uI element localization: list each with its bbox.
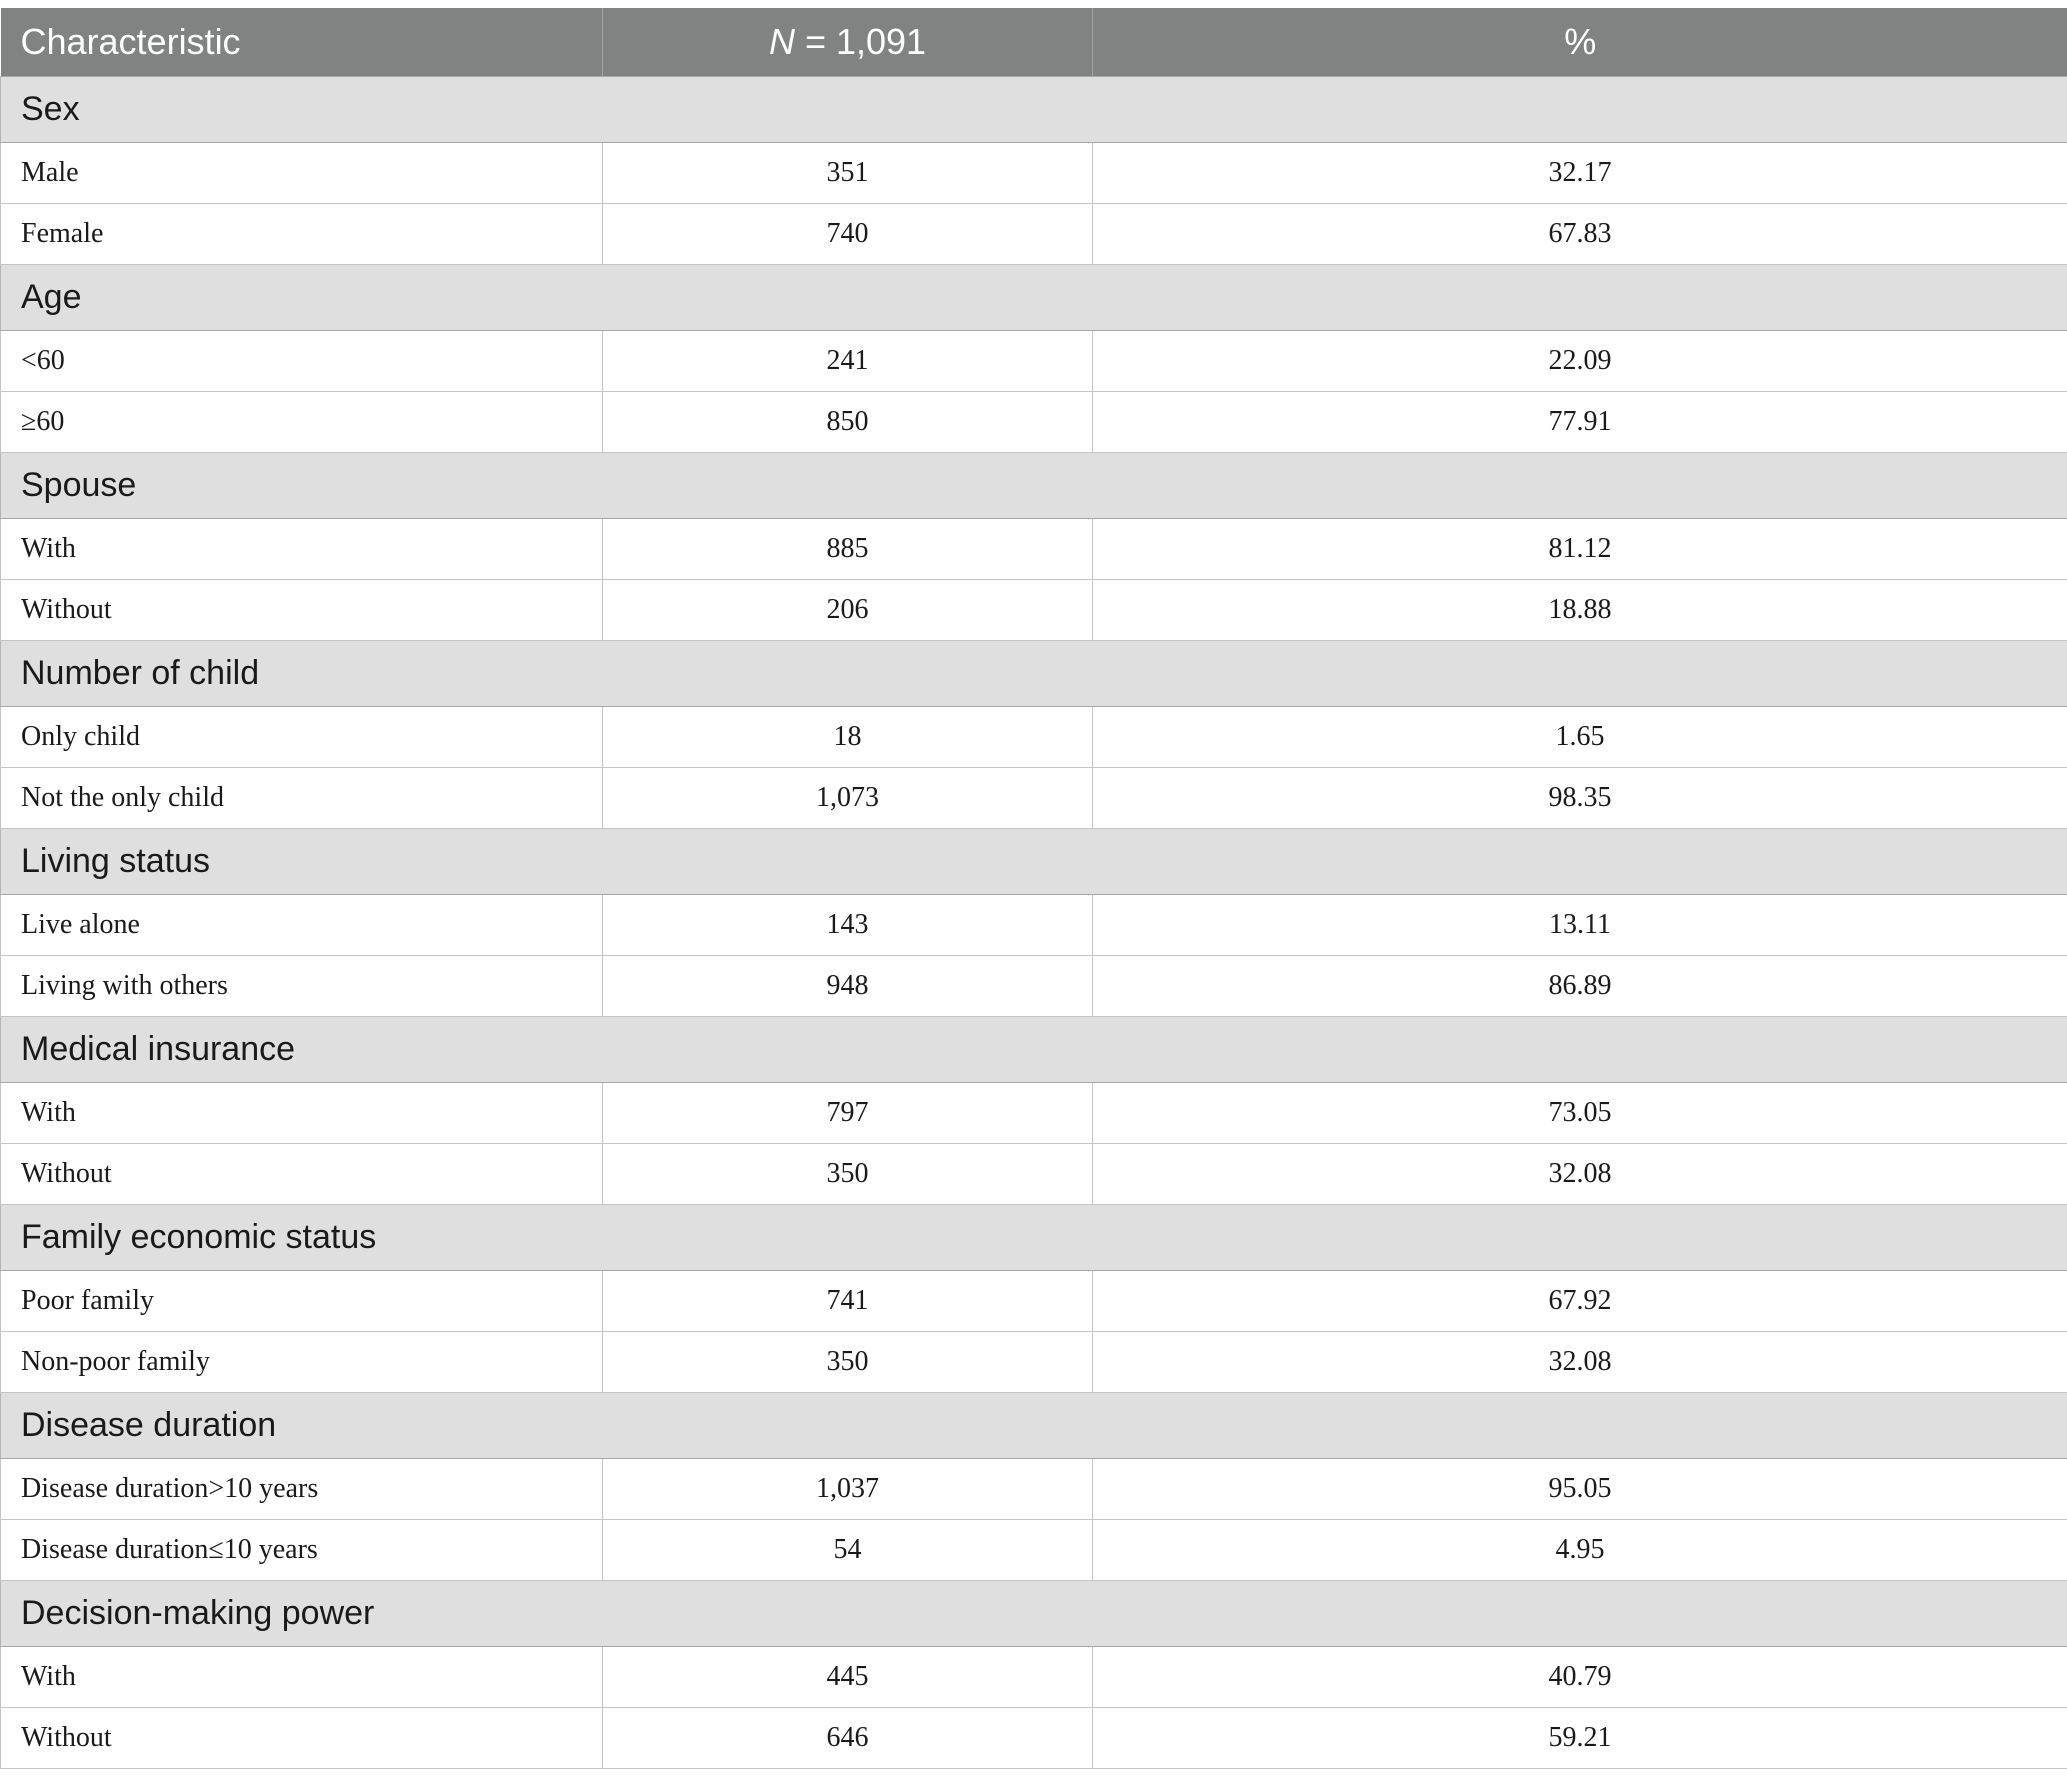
group-title: Decision-making power <box>1 1580 2067 1646</box>
row-percent: 73.05 <box>1093 1082 2067 1143</box>
group-title: Spouse <box>1 452 2067 518</box>
group-header-row <box>1 640 2067 706</box>
row-count: 18 <box>603 706 1093 767</box>
table-row <box>1 1143 2067 1204</box>
characteristics-table <box>0 8 2067 1769</box>
row-count: 1,037 <box>603 1458 1093 1519</box>
row-label: Male <box>1 142 603 203</box>
row-label: Living with others <box>1 955 603 1016</box>
row-label: ≥60 <box>1 391 603 452</box>
row-label: Female <box>1 203 603 264</box>
header-n <box>603 8 1093 76</box>
group-header-row <box>1 264 2067 330</box>
header-percent: % <box>1093 8 2067 76</box>
table-row <box>1 518 2067 579</box>
table-row <box>1 767 2067 828</box>
table-body <box>1 76 2067 1768</box>
table-row <box>1 391 2067 452</box>
header-characteristic: Characteristic <box>1 8 603 76</box>
table-row <box>1 203 2067 264</box>
row-count: 850 <box>603 391 1093 452</box>
row-count: 445 <box>603 1646 1093 1707</box>
group-title: Disease duration <box>1 1392 2067 1458</box>
header-n-value: = 1,091 <box>794 20 927 62</box>
table-header-row <box>1 8 2067 76</box>
row-percent: 98.35 <box>1093 767 2067 828</box>
table-row <box>1 1270 2067 1331</box>
row-label: Without <box>1 579 603 640</box>
row-percent: 18.88 <box>1093 579 2067 640</box>
row-percent: 32.17 <box>1093 142 2067 203</box>
row-label: Live alone <box>1 894 603 955</box>
table-row <box>1 894 2067 955</box>
table-row <box>1 706 2067 767</box>
row-label: Disease duration≤10 years <box>1 1519 603 1580</box>
row-percent: 4.95 <box>1093 1519 2067 1580</box>
group-header-row <box>1 1392 2067 1458</box>
characteristics-table-container <box>0 8 2067 1769</box>
table-row <box>1 142 2067 203</box>
row-count: 740 <box>603 203 1093 264</box>
row-label: With <box>1 518 603 579</box>
table-row <box>1 1707 2067 1768</box>
group-title: Medical insurance <box>1 1016 2067 1082</box>
row-percent: 67.92 <box>1093 1270 2067 1331</box>
row-count: 948 <box>603 955 1093 1016</box>
table-row <box>1 1646 2067 1707</box>
row-count: 54 <box>603 1519 1093 1580</box>
row-label: With <box>1 1082 603 1143</box>
row-count: 350 <box>603 1331 1093 1392</box>
group-title: Age <box>1 264 2067 330</box>
table-row <box>1 955 2067 1016</box>
row-label: With <box>1 1646 603 1707</box>
row-label: Non-poor family <box>1 1331 603 1392</box>
row-label: Disease duration>10 years <box>1 1458 603 1519</box>
row-count: 1,073 <box>603 767 1093 828</box>
row-percent: 59.21 <box>1093 1707 2067 1768</box>
table-row <box>1 579 2067 640</box>
row-percent: 40.79 <box>1093 1646 2067 1707</box>
row-percent: 22.09 <box>1093 330 2067 391</box>
row-percent: 67.83 <box>1093 203 2067 264</box>
row-percent: 32.08 <box>1093 1331 2067 1392</box>
group-header-row <box>1 1016 2067 1082</box>
group-header-row <box>1 1580 2067 1646</box>
row-label: Not the only child <box>1 767 603 828</box>
row-percent: 95.05 <box>1093 1458 2067 1519</box>
row-label: Without <box>1 1707 603 1768</box>
group-title: Living status <box>1 828 2067 894</box>
row-count: 646 <box>603 1707 1093 1768</box>
row-percent: 81.12 <box>1093 518 2067 579</box>
row-count: 797 <box>603 1082 1093 1143</box>
table-row <box>1 330 2067 391</box>
table-row <box>1 1519 2067 1580</box>
row-percent: 32.08 <box>1093 1143 2067 1204</box>
row-count: 351 <box>603 142 1093 203</box>
row-count: 885 <box>603 518 1093 579</box>
row-count: 143 <box>603 894 1093 955</box>
row-count: 741 <box>603 1270 1093 1331</box>
row-percent: 86.89 <box>1093 955 2067 1016</box>
row-count: 241 <box>603 330 1093 391</box>
group-header-row <box>1 828 2067 894</box>
group-title: Sex <box>1 76 2067 142</box>
group-title: Number of child <box>1 640 2067 706</box>
row-label: Poor family <box>1 1270 603 1331</box>
row-count: 350 <box>603 1143 1093 1204</box>
group-header-row <box>1 452 2067 518</box>
row-percent: 77.91 <box>1093 391 2067 452</box>
table-row <box>1 1331 2067 1392</box>
row-label: Only child <box>1 706 603 767</box>
table-row <box>1 1082 2067 1143</box>
row-count: 206 <box>603 579 1093 640</box>
group-header-row <box>1 76 2067 142</box>
row-percent: 13.11 <box>1093 894 2067 955</box>
row-percent: 1.65 <box>1093 706 2067 767</box>
group-header-row <box>1 1204 2067 1270</box>
table-row <box>1 1458 2067 1519</box>
row-label: <60 <box>1 330 603 391</box>
row-label: Without <box>1 1143 603 1204</box>
header-n-symbol: N <box>768 20 795 62</box>
group-title: Family economic status <box>1 1204 2067 1270</box>
